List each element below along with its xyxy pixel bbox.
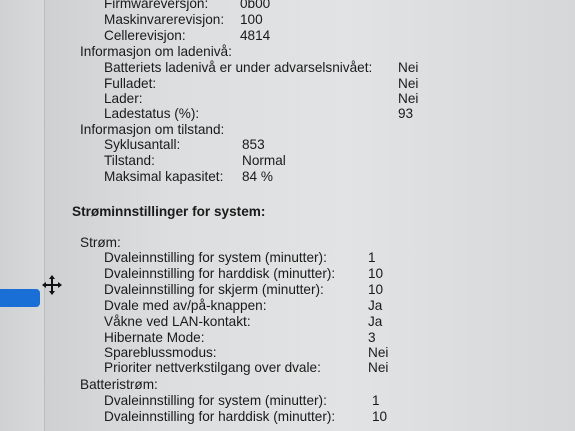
ac-setting-label: Spareblussmodus: (104, 345, 217, 360)
sidebar-pane (0, 0, 45, 431)
battery-setting-value: 10 (372, 409, 388, 424)
charge-percent-label: Ladestatus (%): (104, 106, 200, 121)
ac-setting-label: Hibernate Mode: (104, 330, 205, 345)
hardware-revision-value: 100 (240, 12, 263, 27)
ac-setting-value: Nei (368, 360, 389, 375)
cell-revision-label: Cellerevisjon: (104, 28, 186, 43)
ac-setting-label: Dvaleinnstilling for skjerm (minutter): (104, 282, 324, 297)
sidebar-selected-item[interactable] (0, 289, 40, 307)
cycle-count-value: 853 (242, 137, 265, 152)
power-settings-heading: Strøminnstillinger for system: (72, 204, 266, 219)
battery-setting-label: Dvaleinnstilling for system (minutter): (104, 393, 327, 408)
charging-label: Lader: (104, 91, 143, 106)
charge-info-heading: Informasjon om ladenivå: (80, 44, 232, 59)
fully-charged-label: Fulladet: (104, 76, 157, 91)
firmware-label: Firmwareversjon: (104, 0, 209, 11)
ac-setting-label: Dvaleinnstilling for system (minutter): (104, 250, 327, 265)
condition-value: Normal (242, 153, 286, 168)
condition-label: Tilstand: (104, 153, 155, 168)
battery-setting-label: Dvaleinnstilling for harddisk (minutter): (104, 409, 336, 424)
ac-setting-value: 1 (368, 250, 376, 265)
health-info-heading: Informasjon om tilstand: (80, 122, 225, 137)
resize-cursor-icon[interactable] (41, 274, 63, 296)
ac-setting-label: Våkne ved LAN-kontakt: (104, 314, 251, 329)
ac-setting-value: Ja (368, 314, 383, 329)
battery-setting-value: 1 (372, 393, 380, 408)
ac-power-heading: Strøm: (80, 235, 121, 250)
cycle-count-label: Syklusantall: (104, 137, 181, 152)
ac-setting-value: 10 (368, 282, 384, 297)
below-warning-label: Batteriets ladenivå er under advarselsnivået: (104, 60, 373, 75)
max-capacity-value: 84 % (242, 169, 273, 184)
charging-value: Nei (398, 91, 419, 106)
ac-setting-label: Dvale med av/på-knappen: (104, 298, 267, 313)
ac-setting-label: Prioriter nettverkstilgang over dvale: (104, 360, 321, 375)
ac-setting-label: Dvaleinnstilling for harddisk (minutter): (104, 266, 336, 281)
charge-percent-value: 93 (398, 106, 414, 121)
battery-power-heading: Batteristrøm: (80, 377, 158, 392)
ac-setting-value: Nei (368, 345, 389, 360)
max-capacity-label: Maksimal kapasitet: (104, 169, 224, 184)
firmware-value: 0b00 (240, 0, 271, 11)
below-warning-value: Nei (398, 60, 419, 75)
ac-setting-value: 10 (368, 266, 384, 281)
ac-setting-value: Ja (368, 298, 383, 313)
hardware-revision-label: Maskinvarerevisjon: (104, 12, 225, 27)
fully-charged-value: Nei (398, 76, 419, 91)
ac-setting-value: 3 (368, 330, 376, 345)
cell-revision-value: 4814 (240, 28, 271, 43)
